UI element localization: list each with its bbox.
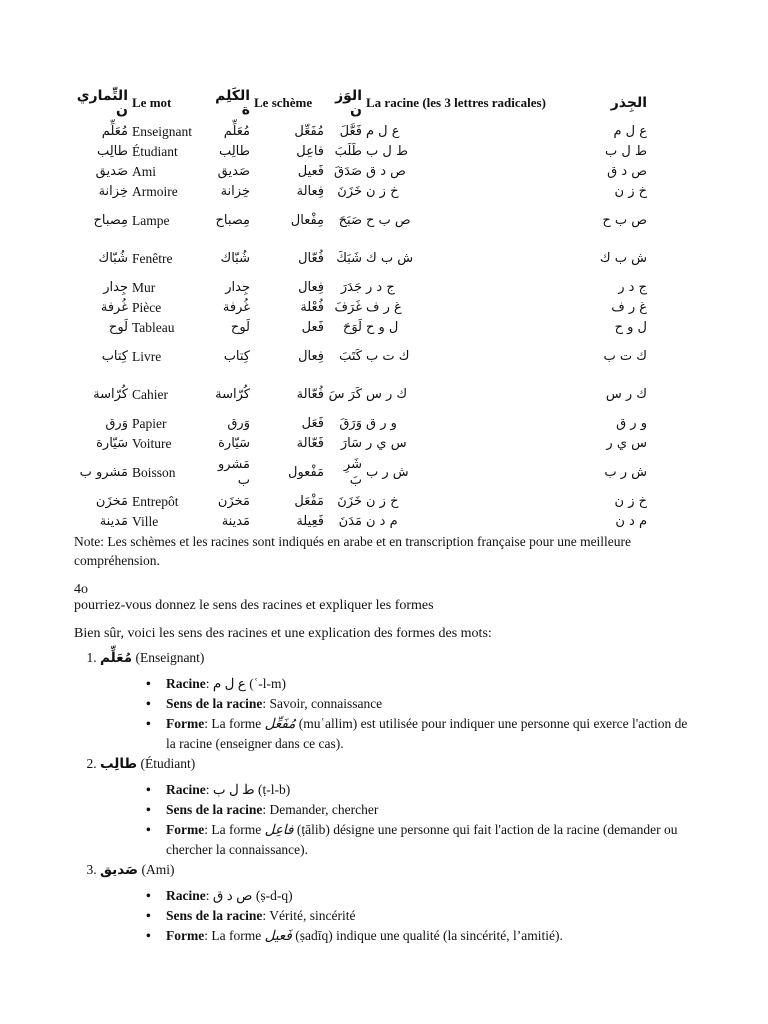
cell-kalima: لَوح (230, 320, 250, 335)
item-french-word: (Étudiant) (140, 756, 196, 771)
cell-scheme: فِعالة (296, 184, 324, 199)
cell-wazn: وَرَقَ (339, 416, 362, 431)
cell-racine: م د ن (366, 514, 398, 529)
list-item (100, 860, 694, 946)
header-wazn: الوَز ن (335, 88, 362, 118)
table-row (74, 122, 649, 142)
detail-forme: • Forme: La forme فَعيل (ṣadīq) indique une qualité (la sincérité, l’amitié). (146, 928, 563, 944)
cell-wazn: شَبَكَ (336, 251, 362, 266)
table-row (74, 182, 649, 202)
bullet-icon: • (146, 802, 151, 817)
cell-racine: ع ل م (366, 124, 400, 139)
header-tamarin: التِّماري ن (76, 88, 128, 118)
cell-kalima: جِدار (225, 280, 250, 295)
cell-tamarin: شُبّاك (98, 251, 128, 266)
cell-racine: ش ب ك (366, 251, 414, 266)
table-row (74, 376, 649, 414)
cell-le-mot: Entrepôt (132, 494, 179, 509)
cell-tamarin: لَوح (108, 320, 128, 335)
cell-scheme: فاعِل (296, 144, 324, 159)
cell-kalima: مَدينة (221, 514, 250, 529)
cell-jidhr: غ ر ف (611, 300, 647, 315)
cell-le-mot: Ami (132, 164, 157, 179)
cell-scheme: فَعل (301, 320, 324, 335)
document-page (74, 84, 694, 946)
header-kalima: الكَلِم ة (215, 88, 250, 118)
cell-le-mot: Fenêtre (132, 251, 173, 266)
cell-racine: ل و ح (366, 320, 399, 335)
cell-racine: ج د ر (366, 280, 395, 295)
cell-scheme: فَعّالة (296, 436, 324, 451)
cell-racine: ط ل ب (366, 144, 408, 159)
table-row (74, 454, 649, 492)
cell-racine: ش ر ب (366, 465, 409, 480)
cell-scheme: فِعال (298, 349, 324, 364)
cell-tamarin: وَرق (105, 416, 128, 431)
cell-wazn: خَزَنَ (337, 494, 362, 509)
cell-le-mot: Étudiant (132, 144, 178, 159)
bullet-icon: • (146, 716, 151, 731)
cell-jidhr: ج د ر (618, 280, 647, 295)
detail-sens: • Sens de la racine: Demander, chercher (166, 800, 694, 820)
cell-jidhr: س ي ر (606, 436, 647, 451)
item-details (100, 674, 694, 754)
cell-jidhr: م د ن (615, 514, 647, 529)
cell-tamarin: خِزانة (98, 184, 128, 199)
item-french-word: (Ami) (141, 862, 175, 877)
cell-jidhr: ك ت ب (603, 349, 647, 364)
cell-jidhr: ص ب ح (602, 213, 647, 228)
cell-jidhr: ك ر س (605, 387, 647, 402)
cell-scheme: فَعِيلة (296, 514, 324, 529)
detail-forme: • Forme: La forme مُفَعِّل (muʿallim) est utilisée pour indiquer une personne qui exerce l'action de la racine (enseigner dans ce cas). (146, 716, 688, 751)
detail-sens: • Sens de la racine: Savoir, connaissance (166, 694, 694, 714)
cell-kalima: صَديق (217, 164, 250, 179)
cell-wazn: كَرَ سَ (328, 387, 362, 402)
bullet-icon: • (146, 908, 151, 923)
table-row (74, 278, 649, 298)
cell-scheme: فِعال (298, 280, 324, 295)
cell-tamarin: مُعَلِّم (101, 124, 128, 139)
cell-wazn: غَرَفَ (334, 300, 362, 315)
cell-kalima: كُرّاسة (215, 387, 250, 402)
table-header-row (74, 84, 649, 122)
cell-tamarin: كِتاب (101, 349, 128, 364)
header-le-mot: Le mot (132, 95, 172, 110)
cell-kalima: شُبّاك (220, 251, 250, 266)
explanation-list (74, 648, 694, 946)
cell-le-mot: Armoire (132, 184, 178, 199)
cell-kalima: مُعَلِّم (223, 124, 250, 139)
list-item (100, 754, 694, 860)
table-body (74, 122, 649, 532)
table-row (74, 512, 649, 532)
item-arabic-word: صَديق (100, 862, 139, 878)
cell-kalima: طالِب (218, 144, 250, 159)
cell-tamarin: صَديق (95, 164, 128, 179)
item-details (100, 886, 694, 946)
cell-scheme: فَعَل (301, 416, 324, 431)
item-french-word: (Enseignant) (135, 650, 205, 665)
table-row (74, 318, 649, 338)
cell-wazn: سَارَ (340, 436, 362, 451)
table-row (74, 492, 649, 512)
cell-wazn: خَزَنَ (337, 184, 362, 199)
cell-jidhr: ش ر ب (604, 465, 647, 480)
cell-wazn: كَتَبَ (339, 349, 362, 364)
cell-tamarin: سَيّارة (96, 436, 128, 451)
table-row (74, 162, 649, 182)
cell-wazn: فَعَّلَ (339, 124, 362, 139)
header-la-racine: La racine (les 3 lettres radicales) (366, 95, 546, 110)
cell-kalima: مَخزَن (217, 494, 250, 509)
cell-kalima: وَرق (227, 416, 250, 431)
detail-forme: • Forme: La forme فاعِل (ṭālib) désigne une personne qui fait l'action de la racine (demander ou chercher la connaissance). (146, 822, 678, 857)
cell-jidhr: ص د ق (607, 164, 647, 179)
cell-wazn: صَبَحَ (338, 213, 362, 228)
cell-jidhr: ل و ح (614, 320, 647, 335)
table-row (74, 338, 649, 376)
user-question: pourriez-vous donnez le sens des racines et expliquer les formes (74, 598, 434, 613)
table-row (74, 298, 649, 318)
cell-tamarin: جِدار (103, 280, 128, 295)
bullet-icon: • (146, 928, 151, 943)
vocabulary-table (74, 84, 649, 532)
cell-le-mot: Mur (132, 280, 156, 295)
cell-le-mot: Papier (132, 416, 167, 431)
bullet-icon: • (146, 696, 151, 711)
bullet-icon: • (146, 822, 151, 837)
detail-sens: • Sens de la racine: Vérité, sincérité (166, 906, 694, 926)
cell-wazn: جَدَرَ (340, 280, 362, 295)
bullet-icon: • (146, 782, 151, 797)
cell-racine: ص د ق (366, 164, 406, 179)
cell-racine: ك ت ب (366, 349, 410, 364)
cell-le-mot: Livre (132, 349, 162, 364)
table-row (74, 202, 649, 240)
item-arabic-word: مُعَلِّم (100, 650, 133, 666)
cell-jidhr: خ ز ن (614, 184, 647, 199)
detail-racine: • Racine: ص د ق (ṣ-d-q) (166, 886, 694, 906)
cell-kalima: سَيّارة (218, 436, 250, 451)
cell-le-mot: Cahier (132, 387, 168, 402)
cell-kalima: خِزانة (220, 184, 250, 199)
item-details (100, 780, 694, 860)
cell-jidhr: ط ل ب (605, 144, 647, 159)
cell-scheme: مُفَعِّل (294, 124, 324, 139)
cell-wazn: شَرِ بَ (343, 457, 362, 488)
header-jidhr: الجِذر (610, 95, 647, 111)
detail-racine: • Racine: ع ل م (ʿ-l-m) (166, 674, 694, 694)
table-row (74, 434, 649, 454)
cell-racine: خ ز ن (366, 184, 399, 199)
cell-le-mot: Pièce (132, 300, 162, 315)
cell-racine: و ر ق (366, 416, 397, 431)
table-row (74, 240, 649, 278)
cell-le-mot: Ville (132, 514, 159, 529)
cell-kalima: كِتاب (223, 349, 250, 364)
cell-tamarin: كُرّاسة (93, 387, 128, 402)
cell-racine: س ي ر (366, 436, 407, 451)
cell-racine: ك ر س (366, 387, 408, 402)
cell-le-mot: Tableau (132, 320, 175, 335)
cell-scheme: فُعّالة (296, 387, 324, 402)
header-le-scheme: Le schème (254, 95, 313, 110)
answer-intro: Bien sûr, voici les sens des racines et une explication des formes des mots: (74, 626, 492, 641)
cell-wazn: مَدَنَ (338, 514, 362, 529)
cell-tamarin: طالِب (96, 144, 128, 159)
cell-kalima: مَشرو ب (217, 457, 250, 488)
cell-le-mot: Lampe (132, 213, 170, 228)
cell-wazn: طَلَبَ (334, 144, 362, 159)
prompt-number: 4o (74, 582, 88, 597)
cell-scheme: مِفْعال (290, 213, 324, 228)
cell-scheme: فَعيل (297, 164, 324, 179)
cell-scheme: مَفْعَل (294, 494, 324, 509)
cell-racine: خ ز ن (366, 494, 399, 509)
cell-scheme: فُعّال (298, 251, 324, 266)
cell-wazn: صَدَقَ (334, 164, 362, 179)
cell-jidhr: ع ل م (613, 124, 647, 139)
cell-jidhr: و ر ق (616, 416, 647, 431)
cell-tamarin: مَدينة (99, 514, 128, 529)
bullet-icon: • (146, 888, 151, 903)
item-arabic-word: طالِب (100, 756, 138, 772)
table-row (74, 142, 649, 162)
cell-wazn: لَوَحَ (342, 320, 362, 335)
cell-le-mot: Boisson (132, 465, 176, 480)
cell-scheme: مَفْعول (288, 465, 324, 480)
cell-tamarin: مِصباح (93, 213, 128, 228)
cell-le-mot: Enseignant (132, 124, 192, 139)
table-note: Note: Les schèmes et les racines sont indiqués en arabe et en transcription française pour une meilleure compréhension. (74, 534, 632, 568)
cell-jidhr: ش ب ك (599, 251, 647, 266)
cell-tamarin: مَخزَن (95, 494, 128, 509)
cell-tamarin: مَشرو ب (79, 465, 128, 480)
detail-racine: • Racine: ط ل ب (ṭ-l-b) (166, 780, 694, 800)
cell-tamarin: غُرفة (100, 300, 128, 315)
cell-kalima: مِصباح (215, 213, 250, 228)
cell-le-mot: Voiture (132, 436, 172, 451)
cell-racine: غ ر ف (366, 300, 402, 315)
cell-jidhr: خ ز ن (614, 494, 647, 509)
bullet-icon: • (146, 676, 151, 691)
list-item (100, 648, 694, 754)
cell-kalima: غُرفة (222, 300, 250, 315)
table-row (74, 414, 649, 434)
cell-scheme: فُعْلة (300, 300, 324, 315)
cell-racine: ص ب ح (366, 213, 411, 228)
